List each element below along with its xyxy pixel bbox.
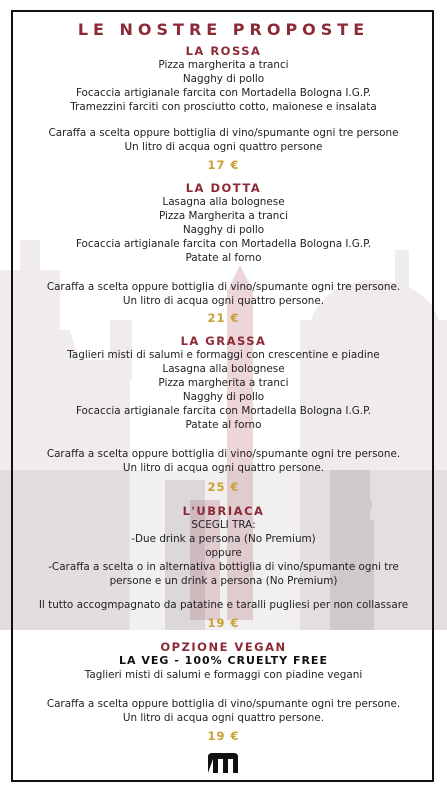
menu-item: oppure (205, 547, 242, 559)
menu-item: -Due drink a persona (No Premium) (131, 533, 316, 545)
menu-note: Un litro di acqua ogni quattro persone. (122, 295, 325, 307)
menu-item: Nagghy di pollo (182, 224, 265, 236)
m-logo-icon (206, 752, 240, 774)
menu-item: Pizza Margherita a tranci (159, 210, 288, 222)
page-title: LE NOSTRE PROPOSTE (77, 20, 370, 39)
menu-item: Lasagna alla bolognese (162, 196, 285, 208)
price-la-dotta: 21 € (207, 311, 240, 325)
section-title-lubriaca: L'UBRIACA (182, 504, 265, 518)
menu-item: Nagghy di pollo (182, 391, 265, 403)
menu-note: Il tutto accogmpagnato da patatine e taralli pugliesi per non collassare (38, 599, 409, 611)
menu-item: Lasagna alla bolognese (162, 363, 285, 375)
section-title-la-rossa: LA ROSSA (185, 44, 262, 58)
menu-note: Un litro di acqua ogni quattro persone. (122, 712, 325, 724)
section-title-la-grassa: LA GRASSA (180, 334, 267, 348)
menu-note: Un litro di acqua ogni quattro persone. (122, 462, 325, 474)
menu-note: Un litro di acqua ogni quattro persone (124, 141, 323, 153)
price-la-rossa: 17 € (207, 158, 240, 172)
menu-item: Tramezzini farciti con prosciutto cotto, maionese e insalata (70, 101, 377, 113)
menu-item: SCEGLI TRA: (191, 519, 256, 531)
section-title-opzione-vegan: OPZIONE VEGAN (160, 640, 287, 654)
menu-item: Nagghy di pollo (182, 73, 265, 85)
menu-note: Caraffa a scelta oppure bottiglia di vino/spumante ogni tre persone. (46, 281, 401, 293)
menu-item: Focaccia artigianale farcita con Mortadella Bologna I.G.P. (75, 405, 372, 417)
menu-item: persone e un drink a persona (No Premium) (109, 575, 338, 587)
price-lubriaca: 19 € (207, 616, 240, 630)
menu-item: Focaccia artigianale farcita con Mortadella Bologna I.G.P. (75, 87, 372, 99)
menu-item: Pizza margherita a tranci (158, 377, 289, 389)
price-opzione-vegan: 19 € (207, 729, 240, 743)
menu-item: Focaccia artigianale farcita con Mortadella Bologna I.G.P. (75, 238, 372, 250)
menu-item: Taglieri misti di salumi e formaggi con crescentine e piadine (67, 349, 380, 361)
section-title-la-dotta: LA DOTTA (185, 181, 262, 195)
menu-item: Taglieri misti di salumi e formaggi con piadine vegani (84, 669, 363, 681)
menu-note: Caraffa a scelta oppure bottiglia di vino/spumante ogni tre persone. (46, 698, 401, 710)
menu-item: Patate al forno (185, 252, 262, 264)
menu-note: Caraffa a scelta oppure bottiglia di vino/spumante ogni tre persone (48, 127, 399, 139)
menu-item: Pizza margherita a tranci (158, 59, 289, 71)
menu-item: -Caraffa a scelta o in alternativa bottiglia di vino/spumante ogni tre (48, 561, 399, 573)
menu-item: Patate al forno (185, 419, 262, 431)
section-subtitle-la-veg: LA VEG - 100% CRUELTY FREE (119, 654, 328, 667)
price-la-grassa: 25 € (207, 480, 240, 494)
menu-note: Caraffa a scelta oppure bottiglia di vino/spumante ogni tre persone. (46, 448, 401, 460)
